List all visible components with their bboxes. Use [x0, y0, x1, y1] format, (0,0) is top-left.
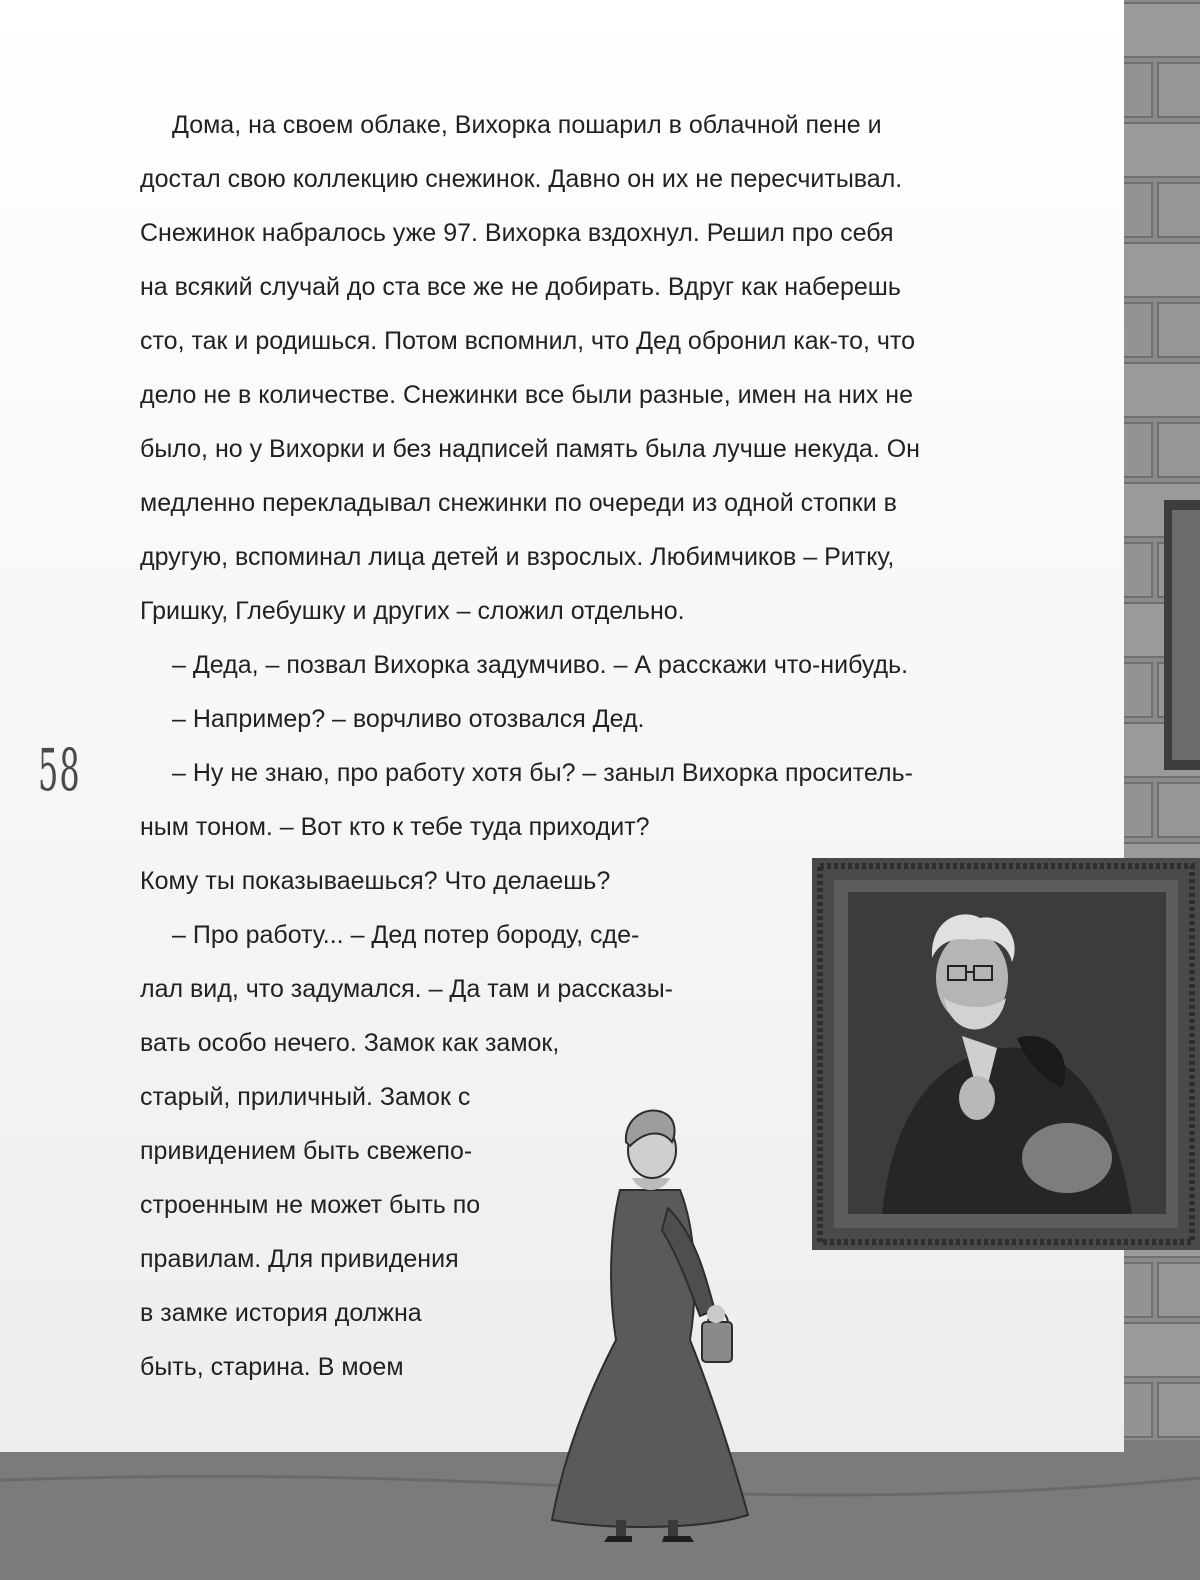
- text-line: сто, так и родишься. Потом вспомнил, что Дед обронил как-то, что: [140, 327, 915, 355]
- text-line: медленно перекладывал снежинки по очереди из одной стопки в: [140, 489, 897, 517]
- text-line: – Про работу... – Дед потер бороду, сде-: [172, 921, 640, 949]
- text-line: быть, старина. В моем: [140, 1353, 404, 1381]
- text-line: в замке история должна: [140, 1299, 422, 1327]
- text-line: лал вид, что задумался. – Да там и рассказы-: [140, 975, 673, 1003]
- text-line: дело не в количестве. Снежинки все были разные, имен на них не: [140, 381, 913, 409]
- text-line: достал свою коллекцию снежинок. Давно он их не пересчитывал.: [140, 165, 903, 193]
- text-line: вать особо нечего. Замок как замок,: [140, 1029, 560, 1057]
- text-line: на всякий случай до ста все же не добирать. Вдруг как наберешь: [140, 273, 901, 301]
- text-line: привидением быть свежепо-: [140, 1137, 473, 1165]
- text-line: Кому ты показываешься? Что делаешь?: [140, 867, 611, 895]
- text-line: Дома, на своем облаке, Вихорка пошарил в облачной пене и: [172, 111, 882, 139]
- text-line: – Деда, – позвал Вихорка задумчиво. – А расскажи что-нибудь.: [172, 651, 909, 679]
- text-line: ным тоном. – Вот кто к тебе туда приходит?: [140, 813, 650, 841]
- text-line: старый, приличный. Замок с: [140, 1083, 471, 1111]
- picture-frame-right-edge: [1164, 500, 1200, 770]
- text-line: – Например? – ворчливо отозвался Дед.: [172, 705, 645, 733]
- text-line: правилам. Для привидения: [140, 1245, 459, 1273]
- woman-figure-illustration: [550, 1090, 760, 1542]
- page-number: 58: [38, 736, 81, 804]
- framed-portrait-illustration: [812, 858, 1200, 1250]
- text-line: было, но у Вихорки и без надписей память была лучше некуда. Он: [140, 435, 920, 463]
- text-line: другую, вспоминал лица детей и взрослых. Любимчиков – Ритку,: [140, 543, 895, 571]
- text-line: – Ну не знаю, про работу хотя бы? – заныл Вихорка проситель-: [172, 759, 913, 787]
- text-line: Гришку, Глебушку и других – сложил отдельно.: [140, 597, 685, 625]
- text-line: Снежинок набралось уже 97. Вихорка вздохнул. Решил про себя: [140, 219, 894, 247]
- text-line: строенным не может быть по: [140, 1191, 481, 1219]
